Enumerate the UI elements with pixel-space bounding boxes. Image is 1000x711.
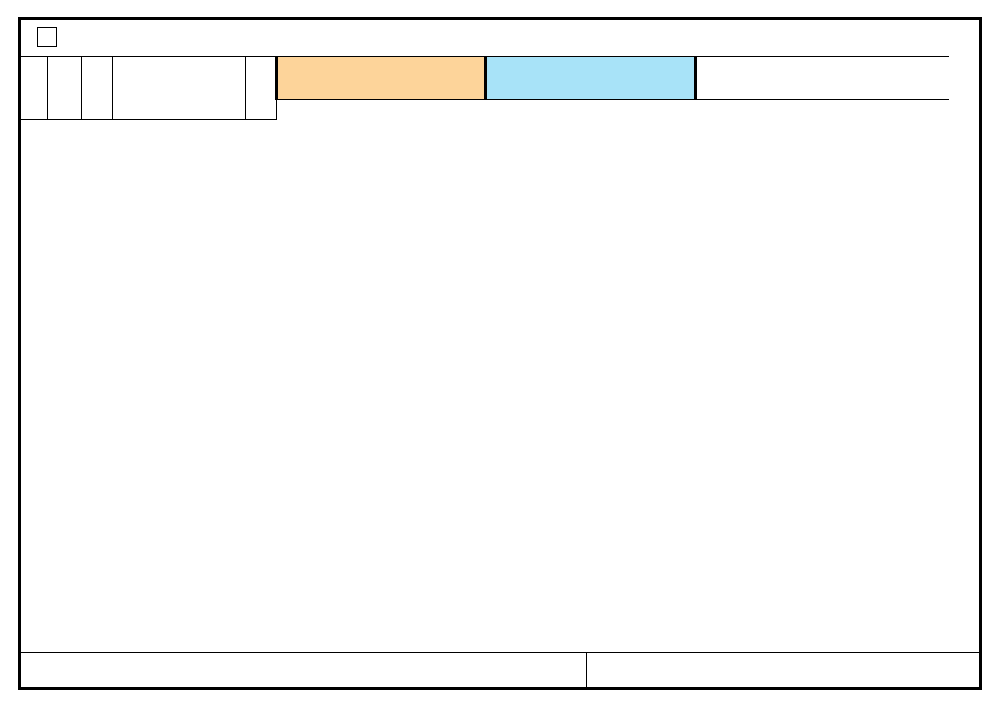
recent-results-header	[695, 57, 949, 100]
rain-mark-header	[47, 57, 81, 120]
player-header	[112, 57, 245, 100]
waku-header	[81, 57, 112, 120]
fine-results-header	[276, 57, 485, 100]
start-formation	[21, 653, 587, 687]
race-number	[37, 27, 57, 47]
fine-mark-header	[21, 57, 47, 120]
race-card	[18, 17, 982, 690]
h-header	[245, 57, 276, 120]
title-bar	[21, 20, 979, 54]
footer	[21, 652, 979, 687]
rain-results-header	[485, 57, 695, 100]
player-subheader	[112, 99, 245, 120]
entry-table	[21, 56, 949, 120]
